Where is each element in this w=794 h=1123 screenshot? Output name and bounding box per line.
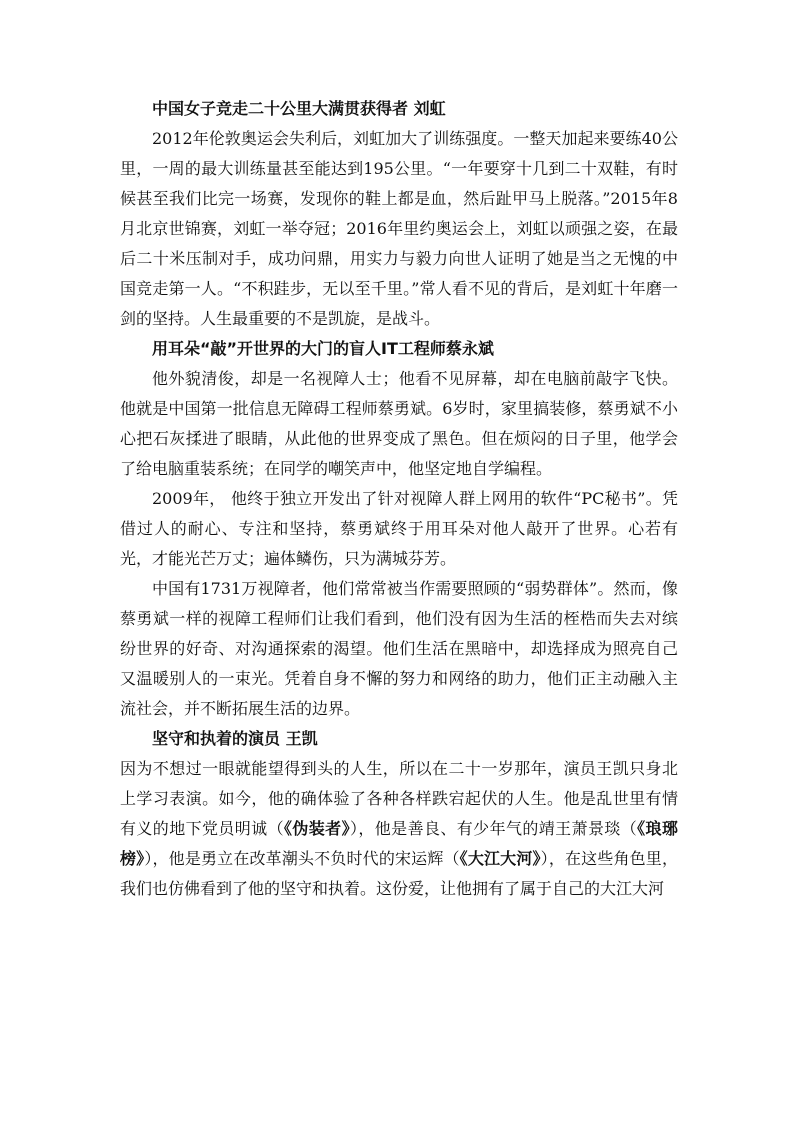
paragraph-visually-impaired: 中国有1731万视障者，他们常常被当作需要照顾的“弱势群体”。然而，像蔡勇斌一样的视障工程师们让我们看到，他们没有因为生活的桎梏而失去对缤纷世界的好奇、对沟通探索的渴望。他们生活在黑暗中，却选择成为照亮自己又温暖别人的一束光。凭着自身不懈的努力和网络的助力，他们正主动融入主流社会，并不断拓展生活的边界。 (120, 579, 678, 718)
paragraph-cai-intro: 他外貌清俊，却是一名视障人士；他看不见屏幕，却在电脑前敲字飞快。他就是中国第一批信息无障碍工程师蔡勇斌。6岁时，家里搞装修，蔡勇斌不小心把石灰揉进了眼睛，从此他的世界变成了黑色。但在烦闷的日子里，他学会了给电脑重装系统；在同学的嘲笑声中，他坚定地自学编程。 (120, 369, 678, 478)
paragraph-wang-kai (120, 754, 678, 904)
paragraph-liu-hong: 2012年伦敦奥运会失利后，刘虹加大了训练强度。一整天加起来要练40公里，一周的最大训练量甚至能达到195公里。“一年要穿十几到二十双鞋，有时候甚至我们比完一场赛，发现你的鞋上都是血，然后趾甲马上脱落。”2015年8月北京世锦赛，刘虹一举夺冠；2016年里约奥运会上，刘虹以顽强之姿，在最后二十米压制对手，成功问鼎，用实力与毅力向世人证明了她是当之无愧的中国竞走第一人。“不积跬步，无以至千里。”常人看不见的背后，是刘虹十年磨一剑的坚持。人生最重要的不是凯旋，是战斗。 (120, 129, 678, 328)
text-run: ），他是善良、有少年气的靖王萧景琰（ (349, 819, 638, 838)
paragraph-cai-software: 2009年， 他终于独立开发出了针对视障人群上网用的软件“PC秘书”。凭借过人的耐心、专注和坚持，蔡勇斌终于用耳朵对他人敲开了世界。心若有光，才能光芒万丈；遍体鳞伤，只为满城芬芳。 (120, 489, 678, 568)
text-run: ），他是勇立在改革潮头不负时代的宋运辉（ (144, 849, 460, 868)
work-title: 《大江大河》 (459, 849, 541, 868)
document-page (120, 94, 678, 904)
section-heading-wang-kai: 坚守和执着的演员 王凯 (152, 729, 318, 748)
work-title: 《伪装者》 (283, 819, 350, 838)
text-run: 因为不想过一眼就能望得到头的人生，所以在二十一岁那年，演员王凯只身北上学习表演。如今，他的确体验了各种各样跌宕起伏的人生。他是乱世里有情有义的地下党员明诚（ (120, 759, 678, 838)
text-run: ），在这些角色里，我们也仿佛看到了他的坚守和执着。这份爱，让他拥有了属于自己的大江大河 (120, 849, 678, 898)
work-title: 《琅琊榜》 (120, 819, 678, 868)
section-heading-liu-hong: 中国女子竞走二十公里大满贯获得者 刘虹 (152, 99, 446, 118)
section-heading-cai-yongbin: 用耳朵“敲”开世界的大门的盲人IT工程师蔡永斌 (152, 339, 494, 358)
